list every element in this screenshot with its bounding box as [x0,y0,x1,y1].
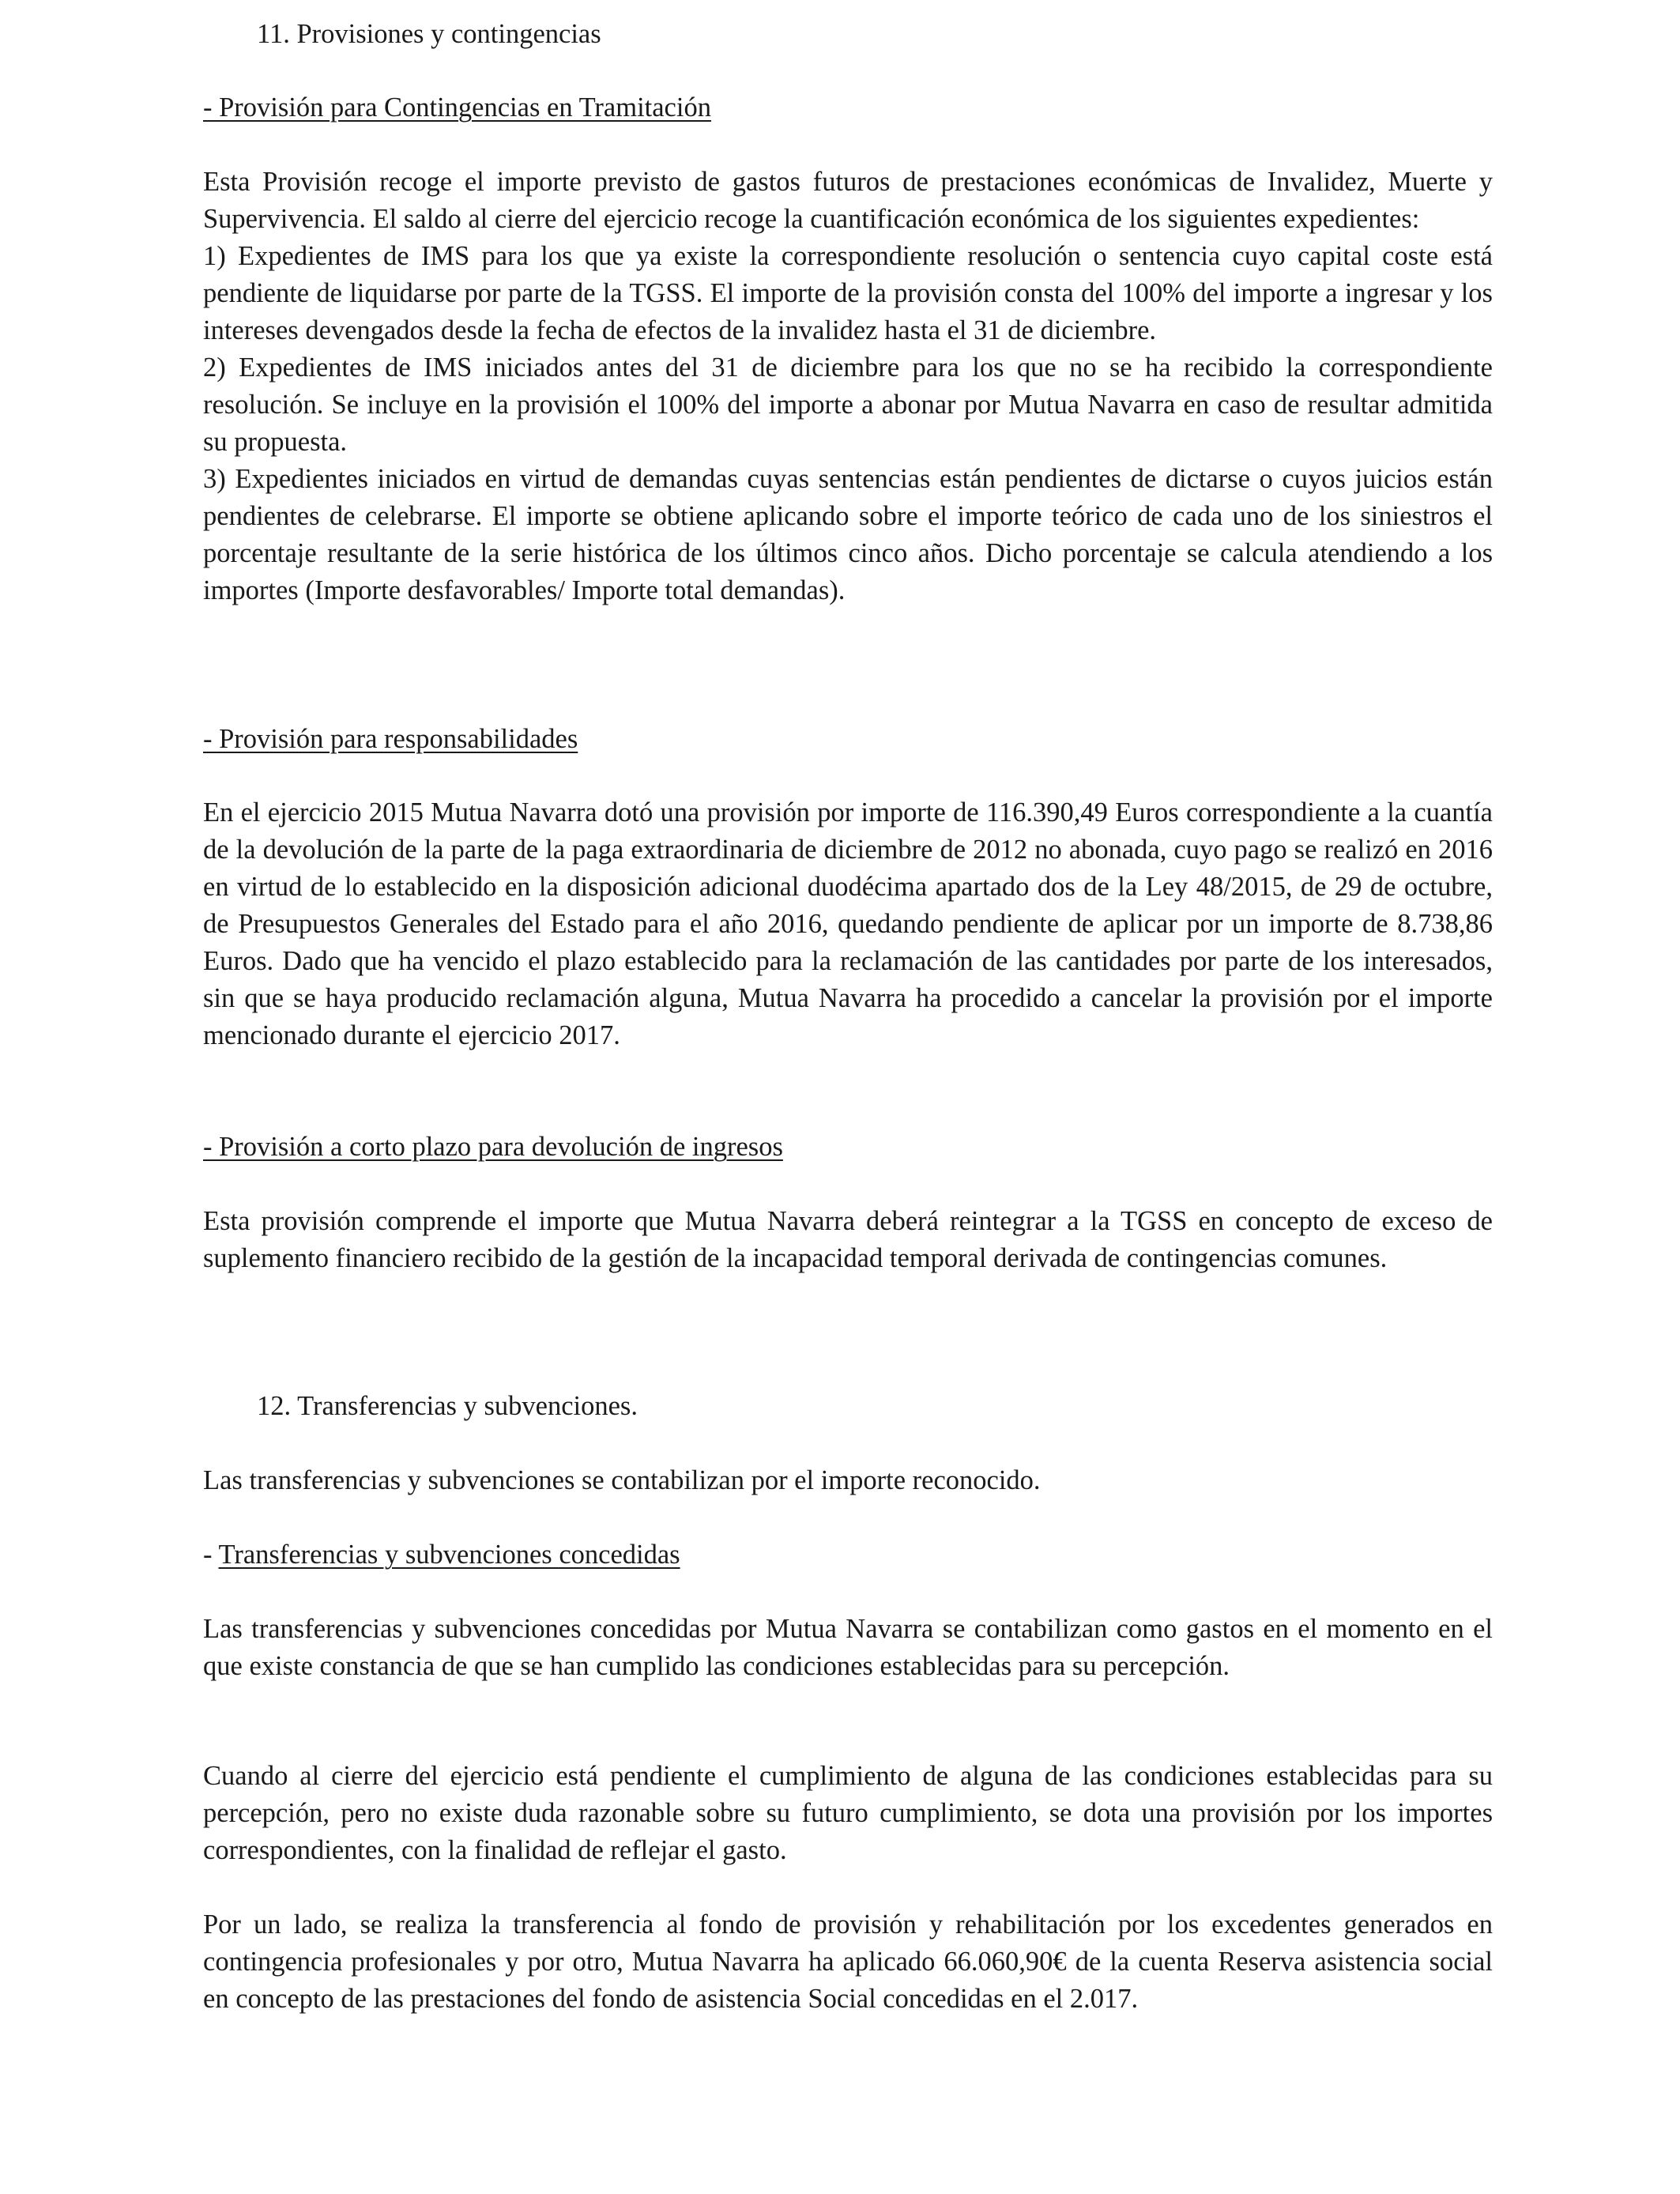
tramitacion-intro: Esta Provisión recoge el importe previsto de gastos futuros de prestaciones económicas de Invalidez, Muerte y Supervivencia. El saldo al cierre del ejercicio recoge la cuantificación económica de los siguientes expedientes: [203,167,1493,234]
tramitacion-heading: - Provisión para Contingencias en Tramitación [203,92,711,123]
section-11-title: 11. Provisiones y contingencias [257,19,601,49]
tramitacion-section [203,164,1493,609]
tramitacion-item-2: 2) Expedientes de IMS iniciados antes del 31 de diciembre para los que no se ha recibido la correspondiente resolución. Se incluye en la provisión el 100% del importe a abonar por Mutua Navarra en caso de resultar admitida su propuesta. [203,352,1493,457]
concedidas-dash: - [203,1540,219,1570]
devolucion-heading: - Provisión a corto plazo para devolución de ingresos [203,1132,783,1162]
concedidas-para-1: Las transferencias y subvenciones concedidas por Mutua Navarra se contabilizan como gastos en el momento en el que existe constancia de que se han cumplido las condiciones establecidas para su percepción. [203,1614,1493,1681]
tramitacion-item-1: 1) Expedientes de IMS para los que ya existe la correspondiente resolución o sentencia cuyo capital coste está pendiente de liquidarse por parte de la TGSS. El importe de la provisión consta del 100% del importe a ingresar y los intereses devengados desde la fecha de efectos de la invalidez hasta el 31 de diciembre. [203,241,1493,345]
responsabilidades-heading: - Provisión para responsabilidades [203,724,578,754]
tramitacion-item-3: 3) Expedientes iniciados en virtud de demandas cuyas sentencias están pendientes de dictarse o cuyos juicios están pendientes de celebrarse. El importe se obtiene aplicando sobre el importe teórico de cada uno de los siniestros el porcentaje resultante de la serie histórica de los últimos cinco años. Dicho porcentaje se calcula atendiendo a los importes (Importe desfavorables/ Importe total demandas). [203,464,1493,605]
responsabilidades-body: En el ejercicio 2015 Mutua Navarra dotó una provisión por importe de 116.390,49 Euros correspondiente a la cuantía de la devolución de la parte de la paga extraordinaria de diciembre de 2012 no abonada, cuyo pago se realizó en 2016 en virtud de lo establecido en la disposición adicional duodécima apartado dos de la Ley 48/2015, de 29 de octubre, de Presupuestos Generales del Estado para el año 2016, quedando pendiente de aplicar por un importe de 8.738,86 Euros. Dado que ha vencido el plazo establecido para la reclamación de las cantidades por parte de los interesados, sin que se haya producido reclamación alguna, Mutua Navarra ha procedido a cancelar la provisión por el importe mencionado durante el ejercicio 2017. [203,797,1493,1050]
concedidas-heading-line [203,1536,1493,1574]
devolucion-body: Esta provisión comprende el importe que Mutua Navarra deberá reintegrar a la TGSS en concepto de exceso de suplemento financiero recibido de la gestión de la incapacidad temporal derivada de contingencias comunes. [203,1206,1493,1273]
section-12-title: 12. Transferencias y subvenciones. [257,1391,638,1421]
concedidas-para-2: Cuando al cierre del ejercicio está pendiente el cumplimiento de alguna de las condiciones establecidas para su percepción, pero no existe duda razonable sobre su futuro cumplimiento, se dota una provisión por los importes correspondientes, con la finalidad de reflejar el gasto. [203,1761,1493,1865]
section-12-intro: Las transferencias y subvenciones se contabilizan por el importe reconocido. [203,1465,1041,1495]
concedidas-para-3: Por un lado, se realiza la transferencia al fondo de provisión y rehabilitación por los excedentes generados en contingencia profesionales y por otro, Mutua Navarra ha aplicado 66.060,90€ de la cuenta Reserva asistencia social en concepto de las prestaciones del fondo de asistencia Social concedidas en el 2.017. [203,1909,1493,2014]
concedidas-heading: Transferencias y subvenciones concedidas [218,1540,680,1570]
